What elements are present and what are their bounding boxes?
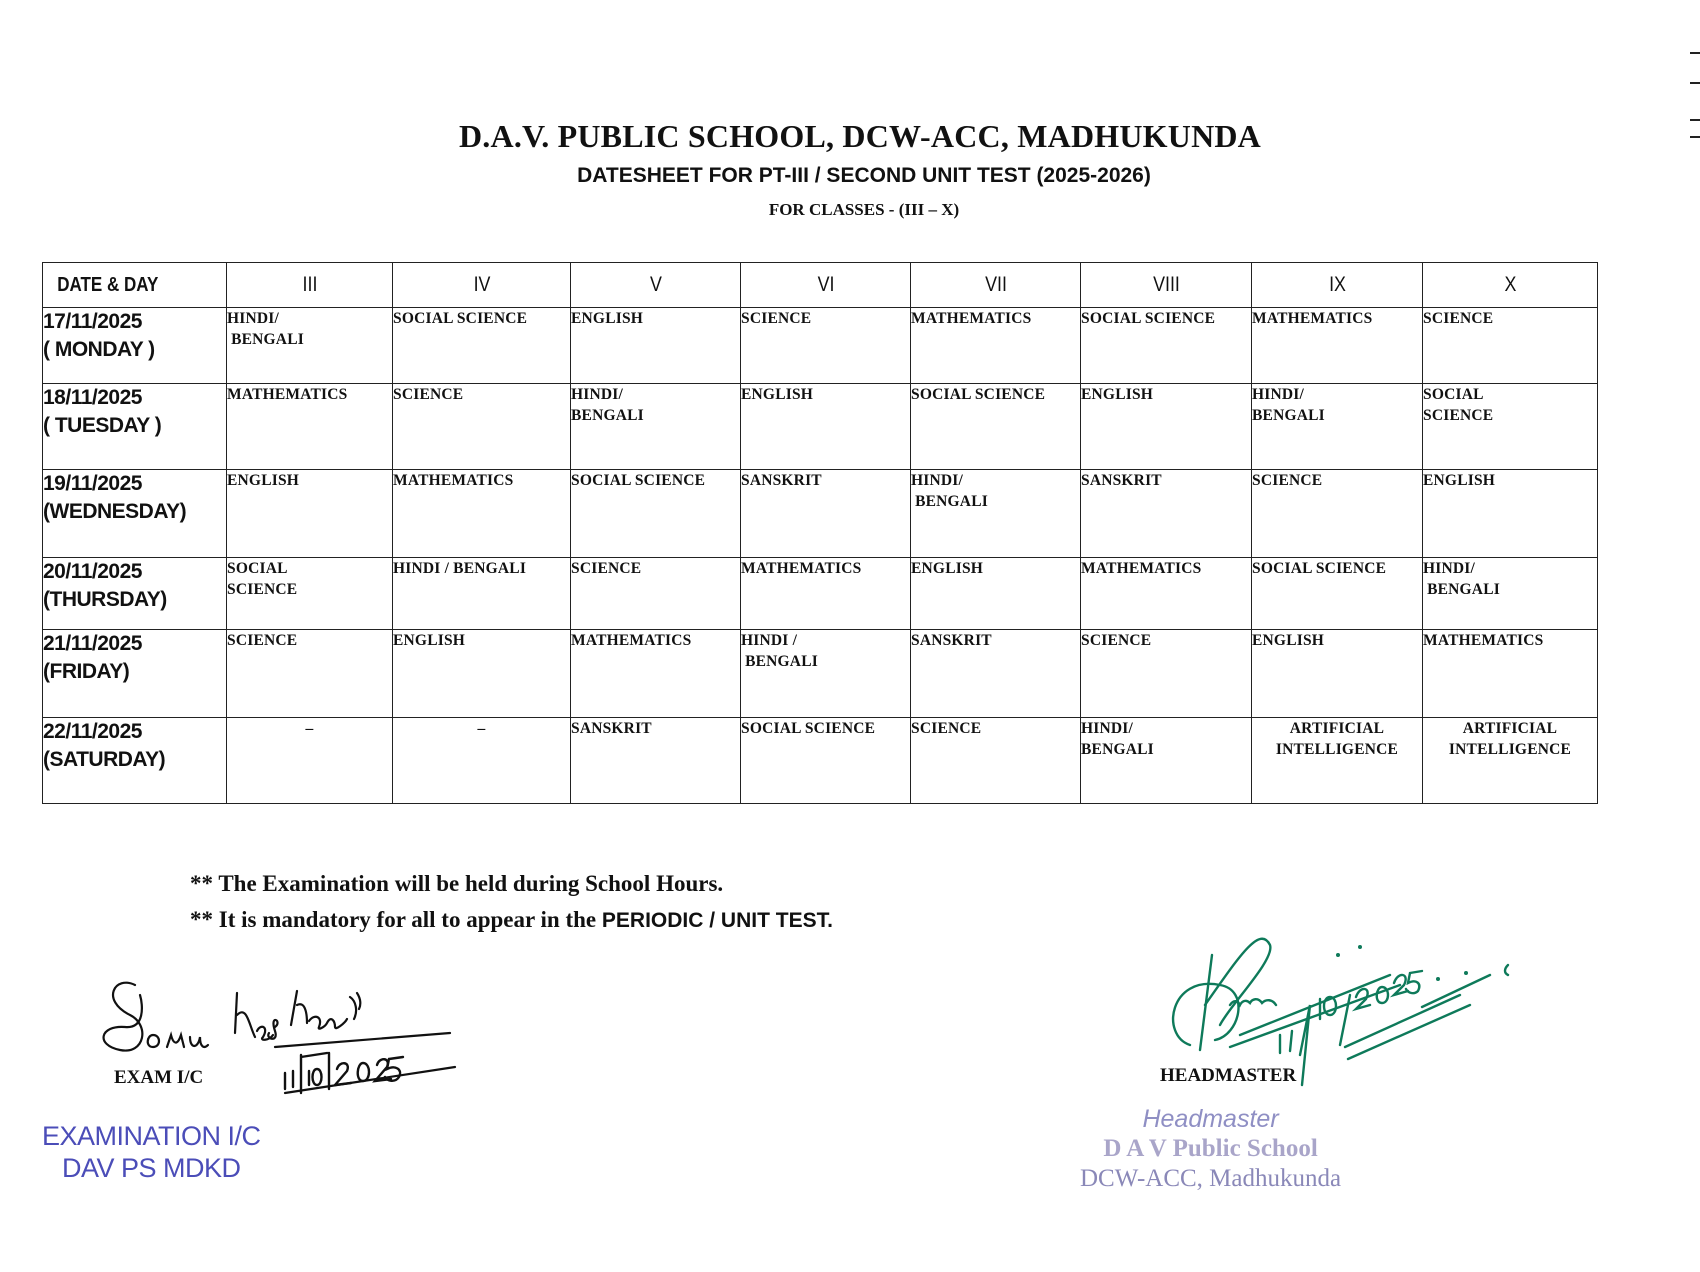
subject-text: SOCIAL SCIENCE (571, 472, 706, 489)
subject-text: BENGALI (1252, 407, 1325, 424)
column-header-class: X (1436, 263, 1585, 308)
subject-text: BENGALI (571, 407, 644, 424)
column-header-class: VII (923, 263, 1068, 308)
subject-text: ENGLISH (571, 310, 644, 327)
table-row (43, 308, 1598, 384)
classes-subtitle: FOR CLASSES - (III – X) (768, 200, 960, 219)
table-row (43, 384, 1598, 470)
subject-text: ENGLISH (911, 560, 984, 577)
subject-text: BENGALI (741, 653, 818, 670)
exam-ic-stamp-line1: EXAMINATION I/C (42, 1121, 261, 1151)
subject-cell (1081, 308, 1252, 384)
subject-text: MATHEMATICS (1423, 632, 1544, 649)
subject-cell (1423, 308, 1598, 384)
subject-text: HINDI/ (1252, 386, 1305, 403)
subject-text: – (477, 720, 486, 737)
column-header-date: DATE & DAY (56, 263, 212, 308)
subject-cell (571, 718, 741, 804)
column-header-class: VIII (1093, 263, 1238, 308)
subject-cell (571, 308, 741, 384)
table-row (43, 558, 1598, 630)
subject-text: SCIENCE (1423, 407, 1494, 424)
subject-cell (393, 470, 571, 558)
subject-cell (741, 308, 911, 384)
subject-cell (1423, 384, 1598, 470)
table-row (43, 470, 1598, 558)
headmaster-signature (1160, 935, 1520, 1085)
exam-day: (WEDNESDAY) (43, 500, 187, 523)
header-row (43, 263, 1598, 308)
subject-text: BENGALI (227, 331, 304, 348)
subject-cell (1423, 558, 1598, 630)
date-cell (43, 630, 227, 718)
exam-date: 22/11/2025 (43, 720, 142, 743)
subject-cell (227, 558, 393, 630)
exam-date: 21/11/2025 (43, 632, 142, 655)
note-mandatory (190, 902, 833, 939)
subject-text: HINDI / (741, 632, 798, 649)
subject-text: MATHEMATICS (227, 386, 348, 403)
table-row (43, 718, 1598, 804)
subject-cell (911, 470, 1081, 558)
subject-cell (1081, 630, 1252, 718)
subject-text: SOCIAL SCIENCE (1252, 560, 1387, 577)
subject-cell (393, 558, 571, 630)
column-header-class: III (239, 263, 380, 308)
column-header-class: IV (406, 263, 557, 308)
subject-text: INTELLIGENCE (1448, 741, 1572, 758)
subject-cell (1252, 558, 1423, 630)
subject-cell (227, 630, 393, 718)
subject-cell (1081, 384, 1252, 470)
exam-ic-stamp (42, 1120, 261, 1184)
subject-text: SOCIAL (1423, 386, 1484, 403)
subject-text: BENGALI (1423, 581, 1500, 598)
exam-day: ( TUESDAY ) (43, 414, 162, 437)
notes (190, 866, 833, 939)
subject-text: MATHEMATICS (911, 310, 1032, 327)
subject-text: INTELLIGENCE (1275, 741, 1399, 758)
exam-day: (FRIDAY) (43, 660, 130, 683)
subject-cell (393, 718, 571, 804)
note-school-hours: ** The Examination will be held during School Hours. (190, 871, 724, 896)
subject-cell (1081, 718, 1252, 804)
subject-text: SANSKRIT (571, 720, 652, 737)
subject-text: SCIENCE (1081, 632, 1152, 649)
datesheet-table (42, 262, 1598, 804)
subject-cell (911, 384, 1081, 470)
subject-text: ENGLISH (741, 386, 814, 403)
date-cell (43, 558, 227, 630)
subject-cell (1252, 470, 1423, 558)
subject-text: SANSKRIT (741, 472, 822, 489)
subject-text: ARTIFICIAL (1462, 720, 1558, 737)
exam-day: (SATURDAY) (43, 748, 166, 771)
exam-date: 17/11/2025 (43, 310, 142, 333)
subject-cell (571, 630, 741, 718)
subject-text: HINDI/ (911, 472, 964, 489)
subject-text: SCIENCE (227, 581, 298, 598)
exam-date: 19/11/2025 (43, 472, 142, 495)
subject-cell (227, 308, 393, 384)
exam-date: 18/11/2025 (43, 386, 142, 409)
subject-cell (1423, 470, 1598, 558)
subject-text: ENGLISH (1081, 386, 1154, 403)
subject-text: MATHEMATICS (1081, 560, 1202, 577)
subject-text: BENGALI (911, 493, 988, 510)
headmaster-stamp (1080, 1104, 1341, 1194)
subject-cell (571, 384, 741, 470)
date-cell (43, 308, 227, 384)
subject-text: SANSKRIT (1081, 472, 1162, 489)
subject-text: – (305, 720, 314, 737)
exam-ic-stamp-line2: DAV PS MDKD (62, 1153, 241, 1183)
subject-cell (911, 308, 1081, 384)
date-cell (43, 384, 227, 470)
datesheet-title: DATESHEET FOR PT-III / SECOND UNIT TEST (2025-2026) (577, 164, 1151, 187)
subject-text: SCIENCE (1252, 472, 1323, 489)
subject-cell (741, 470, 911, 558)
subject-cell (1252, 384, 1423, 470)
subject-cell (393, 308, 571, 384)
date-cell (43, 470, 227, 558)
column-header-class: V (583, 263, 728, 308)
date-cell (43, 718, 227, 804)
subject-text: HINDI/ (1423, 560, 1476, 577)
subject-text: SCIENCE (1423, 310, 1494, 327)
exam-date: 20/11/2025 (43, 560, 142, 583)
subject-cell (741, 630, 911, 718)
subject-text: SCIENCE (571, 560, 642, 577)
subject-text: SOCIAL SCIENCE (393, 310, 528, 327)
subject-text: MATHEMATICS (1252, 310, 1373, 327)
subject-text: MATHEMATICS (571, 632, 692, 649)
subject-cell (741, 384, 911, 470)
subject-text: BENGALI (1081, 741, 1154, 758)
note-mandatory-emphasis: PERIODIC / UNIT TEST. (601, 909, 833, 932)
exam-ic-label: EXAM I/C (114, 1067, 204, 1088)
subject-text: MATHEMATICS (741, 560, 862, 577)
subject-text: SCIENCE (741, 310, 812, 327)
subject-text: HINDI/ (227, 310, 280, 327)
subject-cell (227, 718, 393, 804)
subject-cell (1081, 470, 1252, 558)
subject-text: HINDI/ (1081, 720, 1134, 737)
subject-text: SOCIAL SCIENCE (1081, 310, 1216, 327)
column-header-class: IX (1264, 263, 1409, 308)
subject-cell (227, 470, 393, 558)
subject-text: SOCIAL (227, 560, 288, 577)
subject-cell (1252, 630, 1423, 718)
subject-text: HINDI/ (571, 386, 624, 403)
subject-text: MATHEMATICS (393, 472, 514, 489)
column-header-class: VI (753, 263, 898, 308)
subject-text: HINDI / BENGALI (393, 560, 527, 577)
subject-text: SOCIAL SCIENCE (741, 720, 876, 737)
subject-text: SCIENCE (393, 386, 464, 403)
subject-cell (1252, 718, 1423, 804)
subject-text: ENGLISH (1423, 472, 1496, 489)
subject-text: SCIENCE (911, 720, 982, 737)
subject-cell (741, 718, 911, 804)
headmaster-stamp-line3: DCW-ACC, Madhukunda (1080, 1165, 1342, 1192)
subject-cell (393, 384, 571, 470)
subject-text: SOCIAL SCIENCE (911, 386, 1046, 403)
subject-text: SCIENCE (227, 632, 298, 649)
subject-cell (911, 558, 1081, 630)
headmaster-stamp-line1: Headmaster (1142, 1105, 1279, 1133)
subject-cell (911, 630, 1081, 718)
subject-cell (1423, 718, 1598, 804)
subject-cell (1252, 308, 1423, 384)
subject-text: ENGLISH (393, 632, 466, 649)
subject-cell (1081, 558, 1252, 630)
subject-cell (911, 718, 1081, 804)
subject-cell (571, 470, 741, 558)
subject-cell (227, 384, 393, 470)
subject-cell (1423, 630, 1598, 718)
subject-text: ENGLISH (1252, 632, 1325, 649)
subject-cell (393, 630, 571, 718)
subject-text: ARTIFICIAL (1289, 720, 1385, 737)
exam-day: ( MONDAY ) (43, 338, 155, 361)
headmaster-label: HEADMASTER (1160, 1065, 1297, 1086)
table-row (43, 630, 1598, 718)
subject-cell (571, 558, 741, 630)
subject-text: SANSKRIT (911, 632, 992, 649)
school-title: D.A.V. PUBLIC SCHOOL, DCW-ACC, MADHUKUNDA (459, 118, 1261, 154)
exam-day: (THURSDAY) (43, 588, 167, 611)
headmaster-stamp-line2: D A V Public School (1103, 1135, 1318, 1162)
subject-cell (741, 558, 911, 630)
subject-text: ENGLISH (227, 472, 300, 489)
note-mandatory-text: ** It is mandatory for all to appear in the (190, 907, 602, 932)
